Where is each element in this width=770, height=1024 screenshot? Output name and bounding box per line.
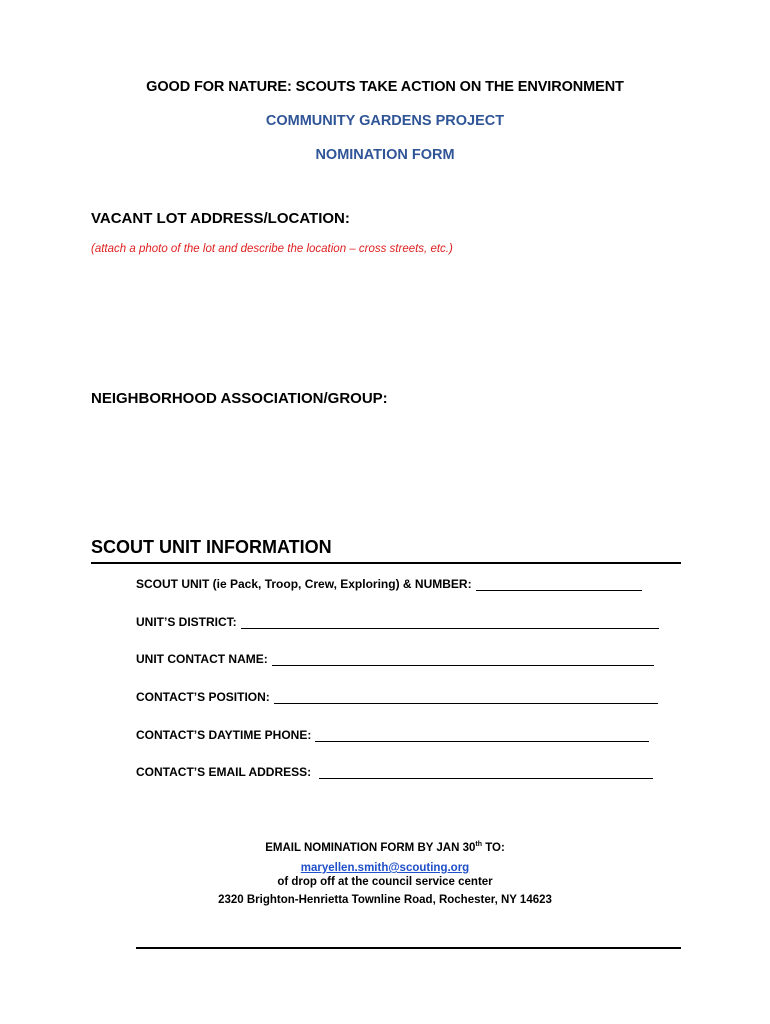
field-label: CONTACT’S POSITION: xyxy=(136,690,270,704)
contact-position-field[interactable] xyxy=(136,690,676,704)
fill-in-line[interactable] xyxy=(241,616,659,629)
fill-in-line[interactable] xyxy=(476,578,642,591)
email-deadline-line xyxy=(0,841,770,854)
field-label: SCOUT UNIT (ie Pack, Troop, Crew, Exploring) & NUMBER: xyxy=(136,577,472,591)
drop-off-text: of drop off at the council service center xyxy=(277,876,493,888)
form-name: NOMINATION FORM xyxy=(315,147,455,163)
fill-in-line[interactable] xyxy=(319,766,653,779)
footer-divider xyxy=(136,947,681,949)
unit-contact-name-field[interactable] xyxy=(136,652,676,666)
field-label: CONTACT’S DAYTIME PHONE: xyxy=(136,728,312,742)
field-label: UNIT CONTACT NAME: xyxy=(136,652,268,666)
field-label: UNIT’S DISTRICT: xyxy=(136,615,237,629)
form-title: GOOD FOR NATURE: SCOUTS TAKE ACTION ON THE ENVIRONMENT xyxy=(146,79,624,95)
deadline-superscript: th xyxy=(475,841,483,848)
deadline-suffix: TO: xyxy=(482,841,505,854)
scout-unit-number-field[interactable] xyxy=(136,577,676,591)
council-address: 2320 Brighton-Henrietta Townline Road, Rochester, NY 14623 xyxy=(218,894,552,906)
unit-district-field[interactable] xyxy=(136,615,676,629)
field-label: CONTACT’S EMAIL ADDRESS: xyxy=(136,765,312,779)
fill-in-line[interactable] xyxy=(272,653,654,666)
deadline-text: EMAIL NOMINATION FORM BY JAN 30 xyxy=(265,841,476,854)
fill-in-line[interactable] xyxy=(274,691,658,704)
email-link-row xyxy=(0,858,770,876)
scout-unit-section-title: SCOUT UNIT INFORMATION xyxy=(91,537,332,557)
fill-in-line[interactable] xyxy=(315,729,649,742)
email-link[interactable]: maryellen.smith@scouting.org xyxy=(300,862,470,874)
neighborhood-label: NEIGHBORHOOD ASSOCIATION/GROUP: xyxy=(91,390,388,407)
contact-email-address-field[interactable] xyxy=(136,765,676,779)
section-divider xyxy=(91,562,681,564)
vacant-lot-note: (attach a photo of the lot and describe the location – cross streets, etc.) xyxy=(91,243,453,255)
project-title: COMMUNITY GARDENS PROJECT xyxy=(265,113,505,129)
contact-daytime-phone-field[interactable] xyxy=(136,728,676,742)
vacant-lot-label: VACANT LOT ADDRESS/LOCATION: xyxy=(91,210,350,227)
